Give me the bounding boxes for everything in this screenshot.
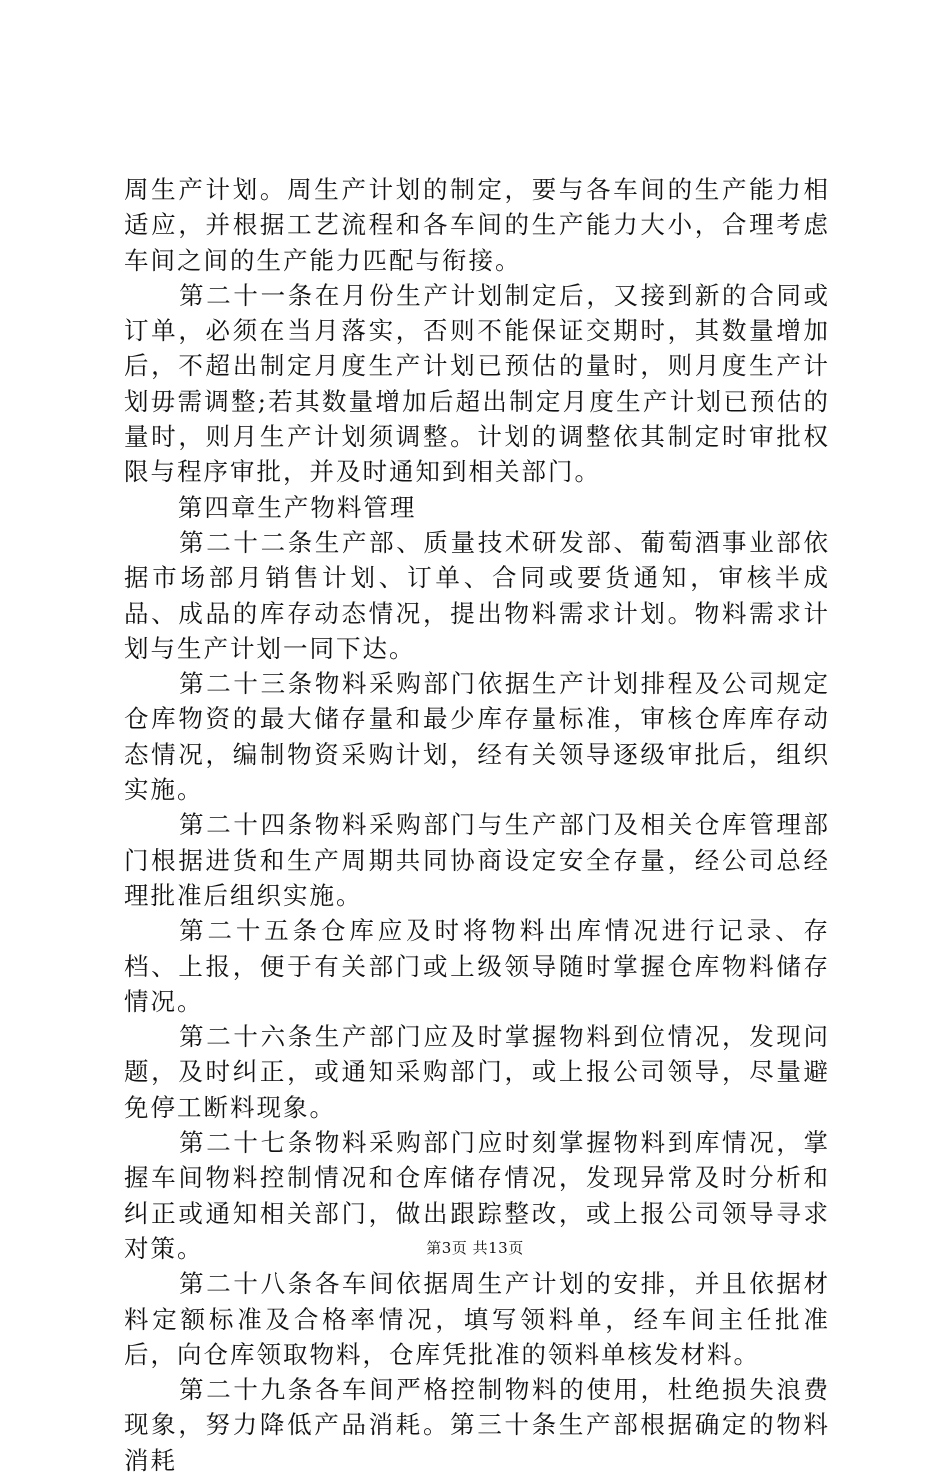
paragraph-article-22: 第二十二条生产部、质量技术研发部、葡萄酒事业部依据市场部月销售计划、订单、合同或要货通知，审核半成品、成品的库存动态情况，提出物料需求计划。物料需求计划与生产计划一同下达。	[124, 527, 830, 663]
paragraph-article-27: 第二十七条物料采购部门应时刻掌握物料到库情况，掌握车间物料控制情况和仓库储存情况，发现异常及时分析和纠正或通知相关部门，做出跟踪整改，或上报公司领导寻求对策。	[124, 1128, 830, 1263]
document-body	[124, 172, 830, 1478]
page-number-footer: 第3页 共13页	[426, 1239, 524, 1257]
paragraph-article-21: 第二十一条在月份生产计划制定后，又接到新的合同或订单，必须在当月落实，否则不能保证交期时，其数量增加后，不超出制定月度生产计划已预估的量时，则月度生产计划毋需调整;若其数量增加后超出制定月度生产计划已预估的量时，则月生产计划须调整。计划的调整依其制定时审批权限与程序审批，并及时通知到相关部门。	[124, 280, 830, 487]
chapter-heading: 第四章生产物料管理	[177, 492, 417, 522]
paragraph-article-29: 第二十九条各车间严格控制物料的使用，杜绝损失浪费现象，努力降低产品消耗。第三十条生产部根据确定的物料消耗	[124, 1375, 830, 1475]
paragraph-article-24: 第二十四条物料采购部门与生产部门及相关仓库管理部门根据进货和生产周期共同协商设定安全存量，经公司总经理批准后组织实施。	[124, 810, 830, 910]
paragraph-article-23: 第二十三条物料采购部门依据生产计划排程及公司规定仓库物资的最大储存量和最少库存量标准，审核仓库库存动态情况，编制物资采购计划，经有关领导逐级审批后，组织实施。	[124, 669, 830, 805]
paragraph-continuation: 周生产计划。周生产计划的制定，要与各车间的生产能力相适应，并根据工艺流程和各车间的生产能力大小，合理考虑车间之间的生产能力匹配与衔接。	[124, 175, 830, 275]
paragraph-article-28: 第二十八条各车间依据周生产计划的安排，并且依据材料定额标准及合格率情况，填写领料单，经车间主任批准后，向仓库领取物料，仓库凭批准的领料单核发材料。	[124, 1269, 830, 1369]
paragraph-article-26: 第二十六条生产部门应及时掌握物料到位情况，发现问题，及时纠正，或通知采购部门，或上报公司领导，尽量避免停工断料现象。	[124, 1022, 830, 1122]
paragraph-article-25: 第二十五条仓库应及时将物料出库情况进行记录、存档、上报，便于有关部门或上级领导随时掌握仓库物料储存情况。	[124, 916, 830, 1016]
